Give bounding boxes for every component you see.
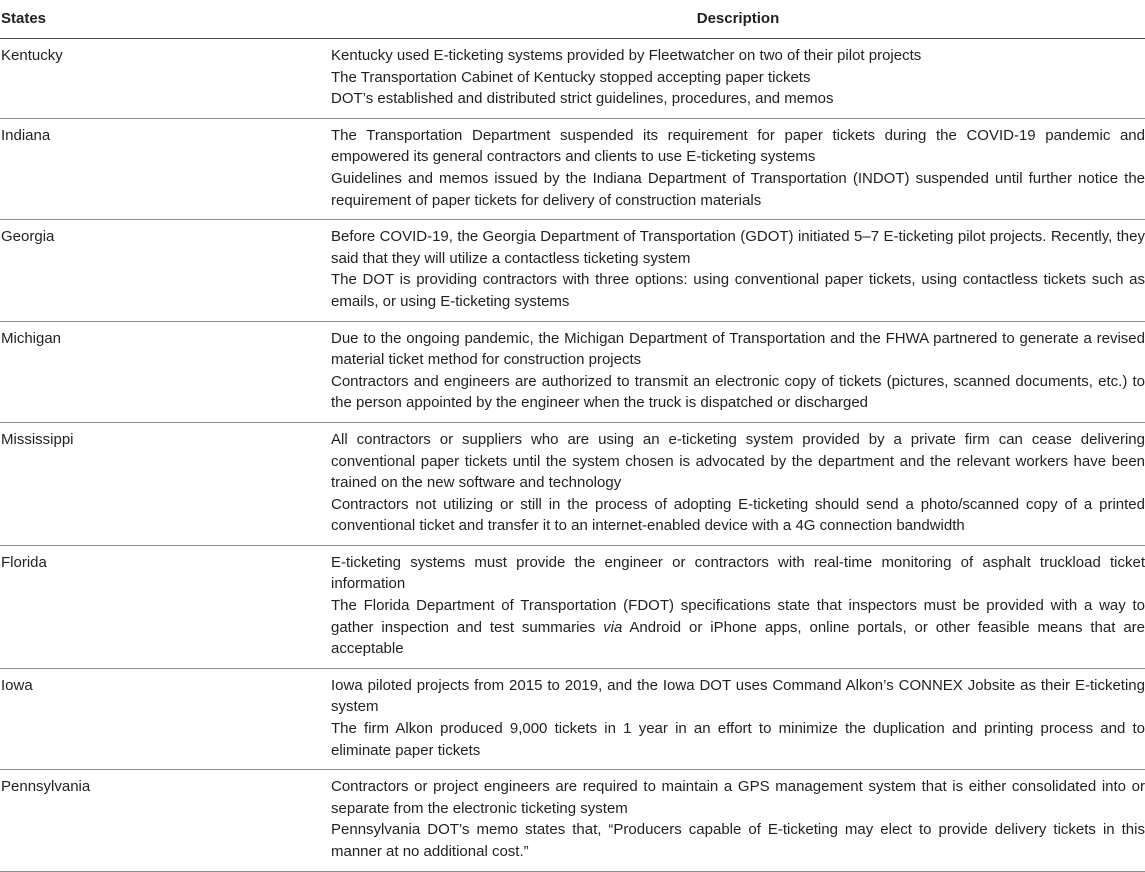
table-row: [0, 39, 1145, 119]
description-paragraph: The Transportation Department suspended its requirement for paper tickets during the COVID-19 pandemic and empowered its general contractors and clients to use E-ticketing systems: [331, 126, 1145, 166]
state-description: [331, 668, 1145, 769]
state-description: [331, 545, 1145, 668]
state-name: Iowa: [0, 668, 331, 769]
description-paragraph: Pennsylvania DOT’s memo states that, “Producers capable of E-ticketing may elect to provide delivery tickets in this manner at no additional cost.”: [331, 821, 1145, 860]
table-row: [0, 545, 1145, 668]
table-row: [0, 770, 1145, 871]
state-name: Florida: [0, 545, 331, 668]
table-row: [0, 668, 1145, 769]
state-name: Mississippi: [0, 422, 331, 545]
description-paragraph: The DOT is providing contractors with three options: using conventional paper tickets, using contactless tickets such as emails, or using E-ticketing systems: [331, 271, 1145, 310]
state-name: Michigan: [0, 321, 331, 422]
table-header: [0, 0, 1145, 39]
table-body: [0, 39, 1145, 872]
description-paragraph: Contractors not utilizing or still in the process of adopting E-ticketing should send a photo/scanned copy of a printed conventional ticket and transfer it to an internet-enabled device with a 4G connection bandwidth: [331, 495, 1145, 535]
description-paragraph: The firm Alkon produced 9,000 tickets in 1 year in an effort to minimize the duplication and printing process and to eliminate paper tickets: [331, 720, 1145, 759]
description-paragraph: Before COVID-19, the Georgia Department of Transportation (GDOT) initiated 5–7 E-ticketing pilot projects. Recently, they said that they will utilize a contactless ticketing system: [331, 228, 1145, 267]
state-name: Kentucky: [0, 39, 331, 119]
description-paragraph: All contractors or suppliers who are using an e-ticketing system provided by a private firm can cease delivering conventional paper tickets until the system chosen is advocated by the department and the relevant workers have been trained on the new software and technology: [331, 430, 1145, 492]
table-row: [0, 118, 1145, 219]
fdot-text-after: Android or iPhone apps, online portals, or other feasible means that are acceptable: [331, 618, 1145, 658]
state-description: [331, 39, 1145, 119]
header-description: Description: [331, 0, 1145, 39]
description-paragraph: The Transportation Cabinet of Kentucky stopped accepting paper tickets: [331, 68, 811, 86]
description-paragraph: Contractors and engineers are authorized to transmit an electronic copy of tickets (pictures, scanned documents, etc.) to the person appointed by the engineer when the truck is dispatched or discharged: [331, 372, 1145, 412]
table-row: [0, 422, 1145, 545]
table-row: [0, 220, 1145, 321]
description-paragraph: Contractors or project engineers are required to maintain a GPS management system that is either consolidated into or separate from the electronic ticketing system: [331, 778, 1145, 817]
description-paragraph: E-ticketing systems must provide the engineer or contractors with real-time monitoring of asphalt truckload ticket information: [331, 553, 1145, 593]
header-row: [0, 0, 1145, 39]
state-name: Indiana: [0, 118, 331, 219]
description-paragraph: DOT’s established and distributed strict guidelines, procedures, and memos: [331, 90, 834, 108]
state-description: [331, 321, 1145, 422]
state-description: [331, 220, 1145, 321]
state-name: Georgia: [0, 220, 331, 321]
description-paragraph: Iowa piloted projects from 2015 to 2019, and the Iowa DOT uses Command Alkon’s CONNEX Jobsite as their E-ticketing system: [331, 676, 1145, 716]
fdot-text-before: The Florida Department of Transportation (FDOT) specifications state that inspectors must be provided with a way to gather inspection and test summaries: [331, 597, 1145, 636]
table-row: [0, 321, 1145, 422]
state-name: Pennsylvania: [0, 770, 331, 871]
description-paragraph: Guidelines and memos issued by the Indiana Department of Transportation (INDOT) suspended until further notice the requirement of paper tickets for delivery of construction materials: [331, 169, 1145, 209]
state-description: [331, 422, 1145, 545]
fdot-text-italic: via: [603, 618, 623, 636]
state-description: [331, 118, 1145, 219]
description-paragraph: Due to the ongoing pandemic, the Michigan Department of Transportation and the FHWA partnered to generate a revised material ticket method for construction projects: [331, 329, 1145, 369]
description-paragraph-fdot: [331, 595, 1145, 660]
description-paragraph: Kentucky used E-ticketing systems provided by Fleetwatcher on two of their pilot projects: [331, 47, 922, 64]
state-description: [331, 770, 1145, 871]
header-states: States: [0, 0, 331, 39]
